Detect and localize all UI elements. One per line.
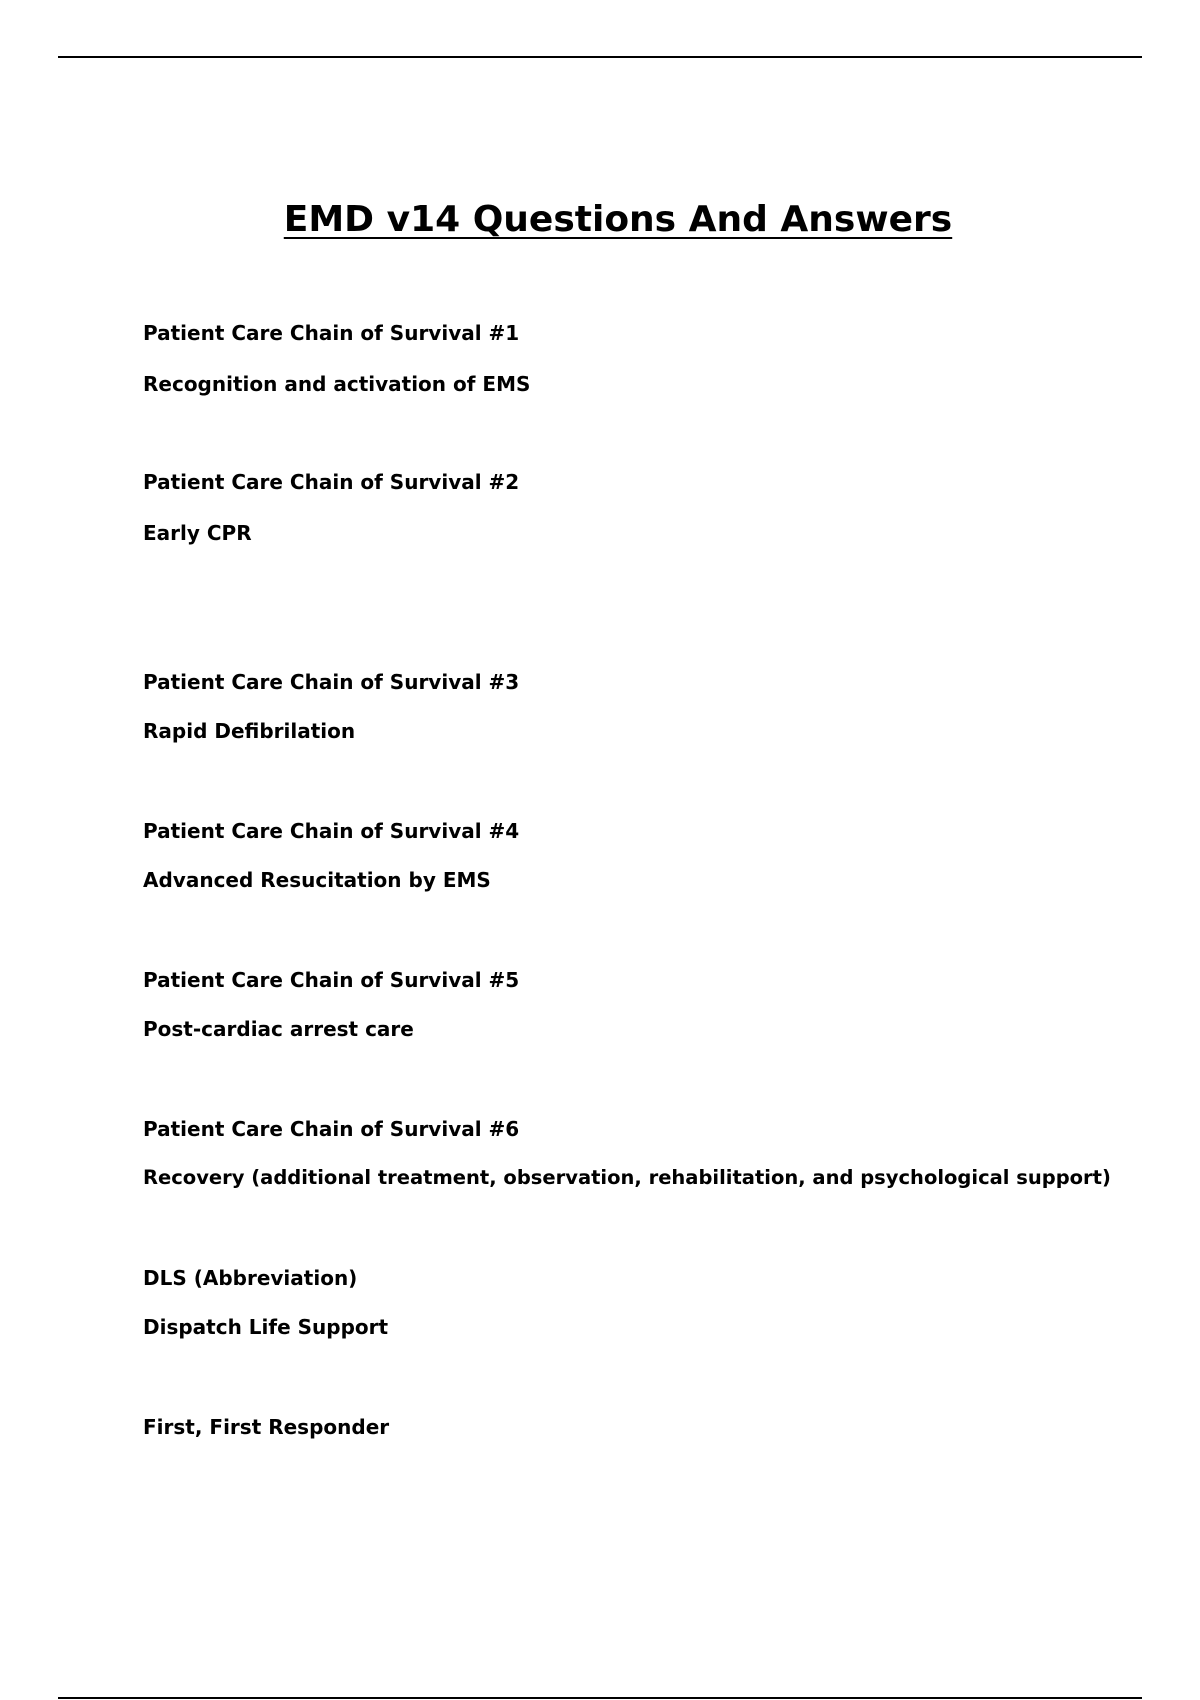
answer-6: Recovery (additional treatment, observation, rehabilitation, and psychological support) [143, 1166, 1111, 1189]
answer-5: Post-cardiac arrest care [143, 1017, 414, 1041]
question-8: First, First Responder [143, 1415, 390, 1439]
question-3: Patient Care Chain of Survival #3 [143, 670, 520, 694]
question-5: Patient Care Chain of Survival #5 [143, 968, 520, 992]
question-1: Patient Care Chain of Survival #1 [143, 321, 520, 345]
question-4: Patient Care Chain of Survival #4 [143, 819, 520, 843]
bottom-rule [58, 1697, 1142, 1699]
document-title-text: EMD v14 Questions And Answers [283, 199, 953, 240]
document-title [0, 198, 1200, 242]
answer-4: Advanced Resucitation by EMS [143, 868, 491, 892]
answer-3: Rapid Defibrilation [143, 719, 356, 743]
answer-2: Early CPR [143, 521, 252, 545]
top-rule [58, 56, 1142, 58]
answer-1: Recognition and activation of EMS [143, 372, 531, 396]
question-7: DLS (Abbreviation) [143, 1266, 358, 1290]
question-6: Patient Care Chain of Survival #6 [143, 1117, 520, 1141]
answer-7: Dispatch Life Support [143, 1315, 389, 1339]
question-2: Patient Care Chain of Survival #2 [143, 470, 520, 494]
